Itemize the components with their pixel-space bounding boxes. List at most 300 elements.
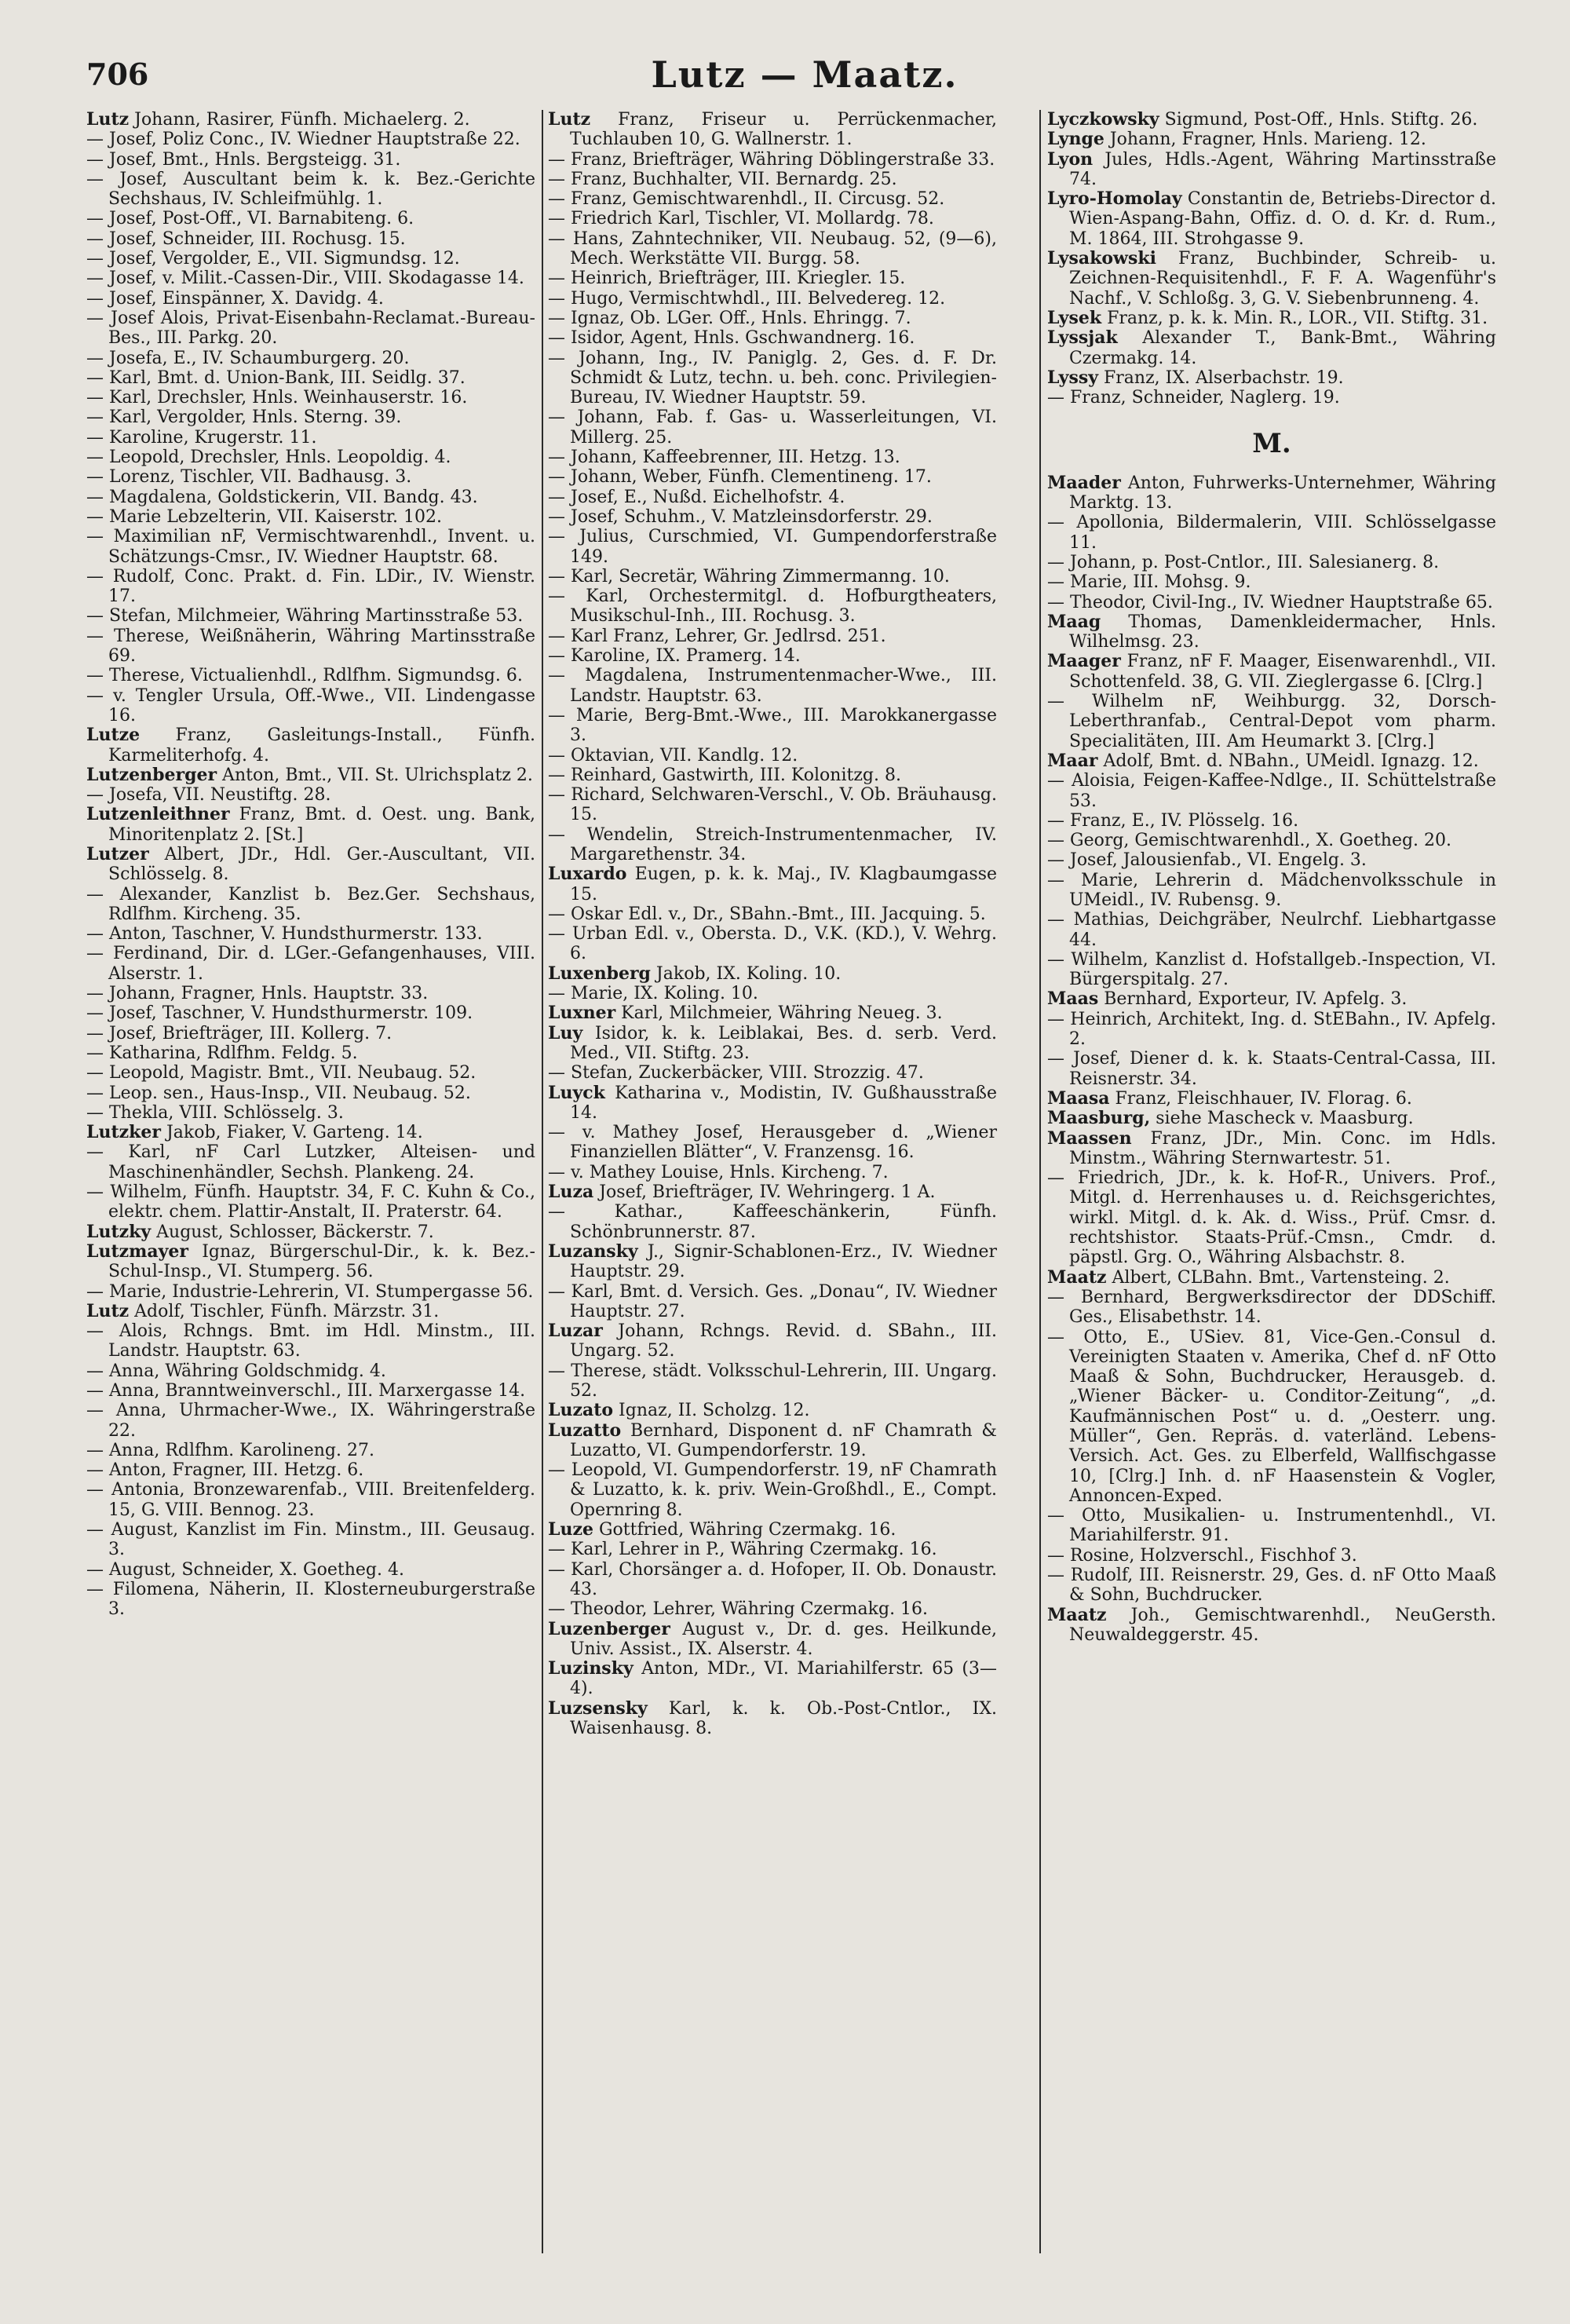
entry-text: Bernhard, Exporteur, IV. Apfelg. 3. bbox=[1098, 989, 1408, 1010]
entry-text: Thomas, Damenkleidermacher, Hnls. Wilhelmsg. 23. bbox=[1069, 612, 1496, 652]
entry-text: — Josef, Taschner, V. Hundsthurmerstr. 109. bbox=[86, 1003, 473, 1024]
directory-entry bbox=[86, 1401, 535, 1441]
directory-entry bbox=[1047, 388, 1496, 407]
entry-text: Ignaz, II. Scholzg. 12. bbox=[613, 1401, 810, 1421]
entry-text: Franz, Gasleitungs-Install., Fünfh. Karmeliterhofg. 4. bbox=[108, 725, 535, 766]
entry-surname: Luzenberger bbox=[548, 1618, 670, 1639]
entry-text: — Karl, Orchestermitgl. d. Hofburgtheaters, Musikschul-Inh., III. Rochusg. 3. bbox=[548, 586, 997, 627]
directory-entry bbox=[86, 1063, 535, 1083]
directory-entry bbox=[1047, 1129, 1496, 1169]
entry-text: Franz, Friseur u. Perrückenmacher, Tuchlauben 10, G. Wallnerstr. 1. bbox=[570, 110, 997, 150]
directory-entry bbox=[548, 646, 997, 666]
entry-surname: Lutzer bbox=[86, 843, 149, 864]
entry-text: Adolf, Tischler, Fünfh. Märzstr. 31. bbox=[129, 1301, 440, 1321]
directory-entry bbox=[548, 1024, 997, 1064]
section-letter: M. bbox=[1252, 428, 1291, 460]
entry-text: — Karl, Bmt. d. Versich. Ges. „Donau“, IV. Wiedner Hauptstr. 27. bbox=[548, 1281, 997, 1321]
directory-entry bbox=[548, 706, 997, 746]
entry-surname: Lynge bbox=[1047, 129, 1104, 150]
entry-text: Bernhard, Disponent d. nF Chamrath & Luzatto, VI. Gumpendorferstr. 19. bbox=[570, 1420, 997, 1460]
directory-entry bbox=[548, 825, 997, 865]
entry-text: — Hugo, Vermischtwhdl., III. Belvedereg. 12. bbox=[548, 288, 946, 309]
entry-text: Johann, Rasirer, Fünfh. Michaelerg. 2. bbox=[129, 110, 470, 130]
entry-text: — Heinrich, Architekt, Ing. d. StEBahn., IV. Apfelg. 2. bbox=[1047, 1009, 1496, 1050]
directory-entry bbox=[1047, 150, 1496, 190]
directory-entry bbox=[548, 904, 997, 924]
entry-text: Anton, Bmt., VII. St. Ulrichsplatz 2. bbox=[217, 765, 533, 785]
directory-entry bbox=[548, 448, 997, 467]
entry-text: — Kathar., Kaffeeschänkerin, Fünfh. Schönbrunnerstr. 87. bbox=[548, 1202, 997, 1242]
column-divider bbox=[1039, 110, 1041, 2253]
entry-text: — Marie, IX. Koling. 10. bbox=[548, 984, 758, 1004]
directory-entry bbox=[1047, 1168, 1496, 1267]
entry-text: — Karl, Bmt. d. Union-Bank, III. Seidlg. 37. bbox=[86, 367, 466, 388]
entry-text: Albert, CLBahn. Bmt., Vartensteing. 2. bbox=[1106, 1267, 1450, 1288]
entry-text: Alexander T., Bank-Bmt., Währing Czermakg. 14. bbox=[1069, 328, 1496, 368]
directory-entry bbox=[548, 110, 997, 150]
entry-surname: Luzinsky bbox=[548, 1658, 633, 1679]
directory-entry bbox=[1047, 1328, 1496, 1507]
directory-entry bbox=[86, 309, 535, 349]
directory-entry bbox=[1047, 850, 1496, 870]
directory-entry bbox=[1047, 811, 1496, 831]
entry-text: — Magdalena, Goldstickerin, VII. Bandg. 43. bbox=[86, 487, 478, 507]
directory-entry bbox=[548, 1520, 997, 1540]
directory-entry bbox=[548, 209, 997, 228]
directory-entry bbox=[548, 150, 997, 170]
directory-entry bbox=[548, 864, 997, 904]
directory-entry bbox=[86, 1361, 535, 1381]
entry-text: Karl, k. k. Ob.-Post-Cntlor., IX. Waisenhausg. 8. bbox=[570, 1698, 997, 1739]
directory-entry bbox=[1047, 1010, 1496, 1050]
entry-text: — August, Kanzlist im Fin. Minstm., III. Geusaug. 3. bbox=[86, 1520, 535, 1560]
directory-entry bbox=[86, 527, 535, 567]
entry-text: — Georg, Gemischtwarenhdl., X. Goetheg. 20. bbox=[1047, 831, 1452, 851]
directory-entry bbox=[86, 606, 535, 626]
directory-entry bbox=[86, 984, 535, 1003]
directory-entry bbox=[1047, 1109, 1496, 1128]
directory-entry bbox=[86, 1024, 535, 1043]
entry-text: — Aloisia, Feigen-Kaffee-Ndlge., II. Schüttelstraße 53. bbox=[1047, 771, 1496, 811]
entry-text: — Karl, Secretär, Währing Zimmermanng. 10. bbox=[548, 566, 950, 586]
directory-entry bbox=[548, 1361, 997, 1401]
directory-entry bbox=[548, 1540, 997, 1559]
directory-entry bbox=[548, 269, 997, 288]
entry-surname: Luxner bbox=[548, 1003, 616, 1024]
directory-entry bbox=[548, 1202, 997, 1242]
entry-text: Katharina v., Modistin, IV. Gußhausstraße 14. bbox=[570, 1083, 997, 1123]
entry-text: — Theodor, Lehrer, Währing Czermakg. 16. bbox=[548, 1599, 929, 1620]
entry-text: — Johann, Weber, Fünfh. Clementineng. 17. bbox=[548, 467, 932, 488]
entry-surname: Maasa bbox=[1047, 1087, 1110, 1109]
directory-entry bbox=[1047, 831, 1496, 850]
directory-entry bbox=[86, 1003, 535, 1023]
entry-surname: Luzatto bbox=[548, 1420, 622, 1441]
directory-entry bbox=[86, 170, 535, 210]
entry-text: — Anna, Rdlfhm. Karolineng. 27. bbox=[86, 1440, 374, 1460]
entry-text: — Franz, Buchhalter, VII. Bernardg. 25. bbox=[548, 169, 897, 189]
entry-text: Joh., Gemischtwarenhdl., NeuGersth. Neuwaldeggerstr. 45. bbox=[1069, 1605, 1496, 1645]
directory-entry bbox=[548, 507, 997, 527]
directory-entry bbox=[86, 567, 535, 607]
entry-text: — Josef, Poliz Conc., IV. Wiedner Hauptstraße 22. bbox=[86, 130, 520, 150]
directory-entry bbox=[86, 627, 535, 667]
entry-surname: Luxenberg bbox=[548, 963, 651, 984]
column-2 bbox=[548, 110, 997, 1738]
entry-text: — Anna, Branntweinverschl., III. Marxergasse 14. bbox=[86, 1381, 526, 1401]
directory-entry bbox=[548, 407, 997, 448]
entry-text: Sigmund, Post-Off., Hnls. Stiftg. 26. bbox=[1159, 110, 1478, 130]
entry-surname: Maag bbox=[1047, 611, 1101, 632]
entry-surname: Luze bbox=[548, 1519, 593, 1540]
entry-text: — Anton, Taschner, V. Hundsthurmerstr. 133. bbox=[86, 924, 483, 945]
entry-text: August v., Dr. d. ges. Heilkunde, Univ. Assist., IX. Alserstr. 4. bbox=[570, 1619, 997, 1659]
directory-entry bbox=[86, 269, 535, 288]
entry-text: — Lorenz, Tischler, VII. Badhausg. 3. bbox=[86, 467, 412, 488]
directory-entry bbox=[1047, 652, 1496, 692]
entry-text: — Leop. sen., Haus-Insp., VII. Neubaug. 52. bbox=[86, 1083, 471, 1103]
directory-entry bbox=[548, 229, 997, 269]
directory-entry bbox=[86, 686, 535, 726]
entry-text: — Leopold, VI. Gumpendorferstr. 19, nF Chamrath & Luzatto, k. k. priv. Wein-Großhdl., E., Compt. Opernring 8. bbox=[548, 1460, 997, 1520]
entry-text: Franz, Bmt. d. Oest. ung. Bank, Minoritenplatz 2. [St.] bbox=[108, 805, 535, 845]
directory-entry bbox=[86, 1282, 535, 1302]
directory-entry bbox=[86, 1520, 535, 1560]
directory-entry bbox=[548, 785, 997, 825]
entry-text: — Josef, E., Nußd. Eichelhofstr. 4. bbox=[548, 487, 845, 507]
entry-text: — August, Schneider, X. Goetheg. 4. bbox=[86, 1559, 404, 1580]
entry-text: — Rosine, Holzverschl., Fischhof 3. bbox=[1047, 1545, 1357, 1566]
directory-entry bbox=[548, 289, 997, 309]
entry-text: Jakob, IX. Koling. 10. bbox=[650, 963, 842, 984]
entry-text: — Ferdinand, Dir. d. LGer.-Gefangenhauses, VIII. Alserstr. 1. bbox=[86, 944, 535, 984]
entry-text: — Julius, Curschmied, VI. Gumpendorferstraße 149. bbox=[548, 527, 997, 567]
entry-text: — Josef, Post-Off., VI. Barnabiteng. 6. bbox=[86, 209, 414, 229]
entry-text: — Karl, nF Carl Lutzker, Alteisen- und Maschinenhändler, Sechsh. Plankeng. 24. bbox=[86, 1142, 535, 1182]
entry-text: — Anna, Uhrmacher-Wwe., IX. Währingerstraße 22. bbox=[86, 1401, 535, 1441]
directory-entry bbox=[548, 964, 997, 984]
directory-entry bbox=[548, 309, 997, 328]
entry-text: — Therese, städt. Volksschul-Lehrerin, III. Ungarg. 52. bbox=[548, 1361, 997, 1401]
entry-text: — Stefan, Milchmeier, Währing Martinsstraße 53. bbox=[86, 606, 524, 627]
directory-entry bbox=[1047, 1506, 1496, 1546]
directory-entry bbox=[548, 1460, 997, 1520]
entry-text: — Anton, Fragner, III. Hetzg. 6. bbox=[86, 1460, 364, 1481]
entry-text: — Antonia, Bronzewarenfab., VIII. Breitenfelderg. 15, G. VIII. Bennog. 23. bbox=[86, 1480, 535, 1520]
directory-entry bbox=[548, 1282, 997, 1322]
directory-entry bbox=[548, 984, 997, 1003]
entry-text: Franz, IX. Alserbachstr. 19. bbox=[1098, 367, 1344, 388]
directory-entry bbox=[1047, 612, 1496, 652]
directory-entry bbox=[548, 1063, 997, 1083]
entry-surname: Maager bbox=[1047, 651, 1121, 672]
entry-text: — Karl, Drechsler, Hnls. Weinhauserstr. 16. bbox=[86, 388, 468, 408]
directory-entry bbox=[86, 388, 535, 407]
entry-text: — Wilhelm nF, Weihburgg. 32, Dorsch-Leberthranfab., Central-Depot vom pharm. Specialitäten, III. Am Heumarkt 3. [Clrg.] bbox=[1047, 692, 1496, 751]
entry-text: Franz, Fleischhauer, IV. Florag. 6. bbox=[1109, 1088, 1412, 1109]
entry-text: — Otto, Musikalien- u. Instrumentenhdl., VI. Mariahilferstr. 91. bbox=[1047, 1506, 1496, 1546]
entry-text: — Karoline, IX. Pramerg. 14. bbox=[548, 646, 801, 667]
entry-text: — Josef, Jalousienfab., VI. Engelg. 3. bbox=[1047, 850, 1367, 871]
entry-surname: Lutzenberger bbox=[86, 764, 217, 785]
entry-text: — Josef, Briefträger, III. Kollerg. 7. bbox=[86, 1023, 392, 1043]
directory-entry bbox=[548, 1003, 997, 1023]
entry-text: — Maximilian nF, Vermischtwarenhdl., Invent. u. Schätzungs-Cmsr., IV. Wiedner Hauptstr. 68. bbox=[86, 527, 535, 567]
directory-entry bbox=[86, 885, 535, 925]
directory-entry bbox=[86, 1321, 535, 1361]
entry-text: — Karl, Lehrer in P., Währing Czermakg. 16. bbox=[548, 1540, 937, 1560]
directory-entry bbox=[86, 805, 535, 845]
entry-text: — Josef, Auscultant beim k. k. Bez.-Gerichte Sechshaus, IV. Schleifmühlg. 1. bbox=[86, 169, 535, 210]
entry-surname: Luza bbox=[548, 1182, 594, 1203]
directory-entry bbox=[86, 1302, 535, 1321]
entry-text: Franz, p. k. k. Min. R., LOR., VII. Stiftg. 31. bbox=[1101, 308, 1488, 328]
directory-entry bbox=[548, 1599, 997, 1619]
entry-text: — Filomena, Näherin, II. Klosterneuburgerstraße 3. bbox=[86, 1579, 535, 1620]
directory-entry bbox=[86, 766, 535, 785]
entry-text: — Friedrich Karl, Tischler, VI. Mollardg. 78. bbox=[548, 209, 934, 229]
entry-surname: Lutzky bbox=[86, 1221, 152, 1242]
directory-entry bbox=[1047, 1566, 1496, 1606]
directory-entry bbox=[548, 527, 997, 567]
entry-text: Jakob, Fiaker, V. Garteng. 14. bbox=[160, 1123, 423, 1143]
entry-text: — Johann, Kaffeebrenner, III. Hetzg. 13. bbox=[548, 448, 900, 468]
entry-text: — Anna, Währing Goldschmidg. 4. bbox=[86, 1361, 386, 1381]
entry-surname: Maar bbox=[1047, 750, 1098, 771]
entry-text: — Magdalena, Instrumentenmacher-Wwe., III. Landstr. Hauptstr. 63. bbox=[548, 666, 997, 706]
directory-entry bbox=[548, 1321, 997, 1361]
entry-text: Franz, JDr., Min. Conc. im Hdls. Minstm., Währing Sternwartestr. 51. bbox=[1069, 1128, 1496, 1168]
entry-text: — Franz, Briefträger, Währing Döblingerstraße 33. bbox=[548, 149, 995, 170]
entry-text: — Johann, Ing., IV. Paniglg. 2, Ges. d. F. Dr. Schmidt & Lutz, techn. u. beh. conc. Privilegien-Bureau, IV. Wiedner Hauptstr. 59. bbox=[548, 348, 997, 408]
directory-entry bbox=[1047, 1546, 1496, 1566]
entry-text: — Marie, Industrie-Lehrerin, VI. Stumpergasse 56. bbox=[86, 1281, 534, 1302]
directory-entry bbox=[86, 130, 535, 149]
entry-text: — Oktavian, VII. Kandlg. 12. bbox=[548, 745, 798, 766]
entry-surname: Luzansky bbox=[548, 1241, 638, 1262]
entry-text: — Karoline, Krugerstr. 11. bbox=[86, 427, 317, 448]
entry-text: — Josef, Einspänner, X. Davidg. 4. bbox=[86, 288, 384, 309]
entry-surname: Maassen bbox=[1047, 1127, 1132, 1149]
entry-text: — Karl Franz, Lehrer, Gr. Jedlrsd. 251. bbox=[548, 626, 886, 646]
directory-entry bbox=[86, 467, 535, 487]
entry-text: — Marie, III. Mohsg. 9. bbox=[1047, 572, 1251, 593]
directory-entry bbox=[86, 428, 535, 448]
entry-text: — Marie, Lehrerin d. Mädchenvolksschule in UMeidl., IV. Rubensg. 9. bbox=[1047, 870, 1496, 910]
entry-surname: Luzsensky bbox=[548, 1697, 648, 1719]
entry-surname: Luzato bbox=[548, 1400, 614, 1421]
directory-entry bbox=[86, 666, 535, 685]
entry-text: — Karl, Vergolder, Hnls. Sterng. 39. bbox=[86, 407, 402, 428]
directory-entry bbox=[1047, 751, 1496, 771]
entry-surname: Lutzenleithner bbox=[86, 804, 230, 825]
entry-text: Karl, Milchmeier, Währing Neueg. 3. bbox=[615, 1003, 943, 1024]
directory-entry bbox=[86, 229, 535, 249]
entry-text: — Josef, Schuhm., V. Matzleinsdorferstr. 29. bbox=[548, 506, 933, 527]
directory-entry bbox=[548, 627, 997, 646]
entry-text: — Wilhelm, Kanzlist d. Hofstallgeb.-Inspection, VI. Bürgerspitalg. 27. bbox=[1047, 949, 1496, 990]
directory-entry bbox=[548, 567, 997, 586]
entry-text: Ignaz, Bürgerschul-Dir., k. k. Bez.-Schul-Insp., VI. Stumperg. 56. bbox=[108, 1241, 535, 1282]
entry-surname: Lutz bbox=[86, 109, 130, 130]
running-title: Lutz — Maatz. bbox=[651, 53, 958, 96]
directory-entry bbox=[548, 1421, 997, 1461]
entry-surname: Luy bbox=[548, 1022, 583, 1043]
directory-entry bbox=[86, 349, 535, 368]
directory-entry bbox=[548, 1699, 997, 1739]
directory-entry bbox=[548, 1123, 997, 1163]
entry-text: — Josef, Vergolder, E., VII. Sigmundsg. 12. bbox=[86, 249, 460, 269]
column-3 bbox=[1047, 110, 1496, 1645]
entry-text: — Mathias, Deichgräber, Neulrchf. Liebhartgasse 44. bbox=[1047, 910, 1496, 950]
entry-surname: Lutzker bbox=[86, 1122, 161, 1143]
entry-text: — Johann, Fab. f. Gas- u. Wasserleitungen, VI. Millerg. 25. bbox=[548, 407, 997, 448]
directory-entry bbox=[1047, 309, 1496, 328]
directory-entry bbox=[86, 1123, 535, 1142]
entry-text: — v. Mathey Louise, Hnls. Kircheng. 7. bbox=[548, 1162, 889, 1182]
directory-entry bbox=[1047, 1606, 1496, 1646]
entry-text: Gottfried, Währing Czermakg. 16. bbox=[593, 1520, 896, 1540]
entry-text: — Otto, E., USiev. 81, Vice-Gen.-Consul d. Vereinigten Staaten v. Amerika, Chef d. nF Otto Maaß & Sohn, Buchdrucker, Herausgeb. d. „Wiener Bäcker- u. Conditor-Zeitung“, „d. Kaufmännischen Post“ u. d. „Oesterr. ung. Müller“, Gen. Repräs. d. vaterländ. Lebens-Versich. Act. Ges. zu Elberfeld, Wallfischgasse 10, [Clrg.] Inh. d. nF Haasenstein & Vogler, Annoncen-Exped. bbox=[1047, 1327, 1496, 1506]
entry-surname: Luxardo bbox=[548, 864, 627, 885]
entry-text: Jules, Hdls.-Agent, Währing Martinsstraße 74. bbox=[1069, 149, 1496, 189]
entry-text: Albert, JDr., Hdl. Ger.-Auscultant, VII. Schlösselg. 8. bbox=[108, 844, 535, 885]
entry-text: — Josefa, E., IV. Schaumburgerg. 20. bbox=[86, 348, 410, 368]
entry-text: — Friedrich, JDr., k. k. Hof-R., Univers. Prof., Mitgl. d. Herrenhauses u. d. Reichsgerichtes, wirkl. Mitgl. d. k. Ak. d. Wiss., Prüf. Cmsr. d. rechtshistor. Staats-Prüf.-Cmsn., Cmdr. d. päpstl. Grg. O., Währing Alsbachstr. 8. bbox=[1047, 1168, 1496, 1268]
entry-surname: Maasburg, bbox=[1047, 1108, 1151, 1129]
entry-surname: Maatz bbox=[1047, 1266, 1107, 1288]
entry-text: Franz, nF F. Maager, Eisenwarenhdl., VII. Schottenfeld. 38, G. VII. Zieglergasse 6. [Clrg.] bbox=[1069, 652, 1496, 692]
directory-entry bbox=[548, 328, 997, 348]
directory-entry bbox=[86, 1381, 535, 1401]
directory-entry bbox=[548, 189, 997, 209]
directory-entry bbox=[86, 150, 535, 170]
directory-entry bbox=[1047, 871, 1496, 911]
directory-entry bbox=[86, 1480, 535, 1520]
entry-surname: Lyssjak bbox=[1047, 327, 1118, 349]
entry-text: — Hans, Zahntechniker, VII. Neubaug. 52, (9—6), Mech. Werkstätte VII. Burgg. 58. bbox=[548, 228, 997, 269]
directory-entry bbox=[548, 170, 997, 189]
entry-text: Adolf, Bmt. d. NBahn., UMeidl. Ignazg. 12. bbox=[1097, 751, 1479, 771]
entry-text: — Therese, Victualienhdl., Rdlfhm. Sigmundsg. 6. bbox=[86, 666, 523, 686]
directory-entry bbox=[86, 368, 535, 388]
directory-entry bbox=[86, 1182, 535, 1222]
entry-text: — Franz, Schneider, Naglerg. 19. bbox=[1047, 388, 1340, 408]
directory-entry bbox=[1047, 593, 1496, 612]
directory-entry bbox=[86, 1103, 535, 1123]
entry-surname: Maas bbox=[1047, 988, 1099, 1010]
directory-entry bbox=[86, 448, 535, 467]
directory-entry bbox=[1047, 110, 1496, 130]
directory-entry bbox=[86, 110, 535, 130]
directory-entry bbox=[1047, 1089, 1496, 1109]
directory-entry bbox=[86, 249, 535, 269]
entry-text: Josef, Briefträger, IV. Wehringerg. 1 A. bbox=[593, 1182, 936, 1203]
entry-text: — Franz, Gemischtwarenhdl., II. Circusg. 52. bbox=[548, 189, 945, 210]
directory-entry bbox=[1047, 368, 1496, 388]
entry-text: — Ignaz, Ob. LGer. Off., Hnls. Ehringg. 7. bbox=[548, 308, 911, 328]
directory-entry bbox=[86, 289, 535, 309]
entry-text: siehe Mascheck v. Maasburg. bbox=[1150, 1109, 1414, 1129]
directory-entry bbox=[1047, 130, 1496, 149]
entry-text: Anton, Fuhrwerks-Unternehmer, Währing Marktg. 13. bbox=[1069, 473, 1496, 513]
directory-entry bbox=[548, 666, 997, 706]
directory-entry bbox=[86, 1142, 535, 1182]
entry-text: — Rudolf, Conc. Prakt. d. Fin. LDir., IV. Wienstr. 17. bbox=[86, 566, 535, 607]
entry-text: — Karl, Chorsänger a. d. Hofoper, II. Ob. Donaustr. 43. bbox=[548, 1559, 997, 1599]
directory-entry bbox=[548, 1620, 997, 1660]
entry-text: — Apollonia, Bildermalerin, VIII. Schlösselgasse 11. bbox=[1047, 513, 1496, 553]
entry-surname: Lyro-Homolay bbox=[1047, 188, 1182, 210]
entry-surname: Lutze bbox=[86, 725, 141, 746]
directory-entry bbox=[86, 845, 535, 885]
entry-text: — Reinhard, Gastwirth, III. Kolonitzg. 8. bbox=[548, 765, 901, 785]
entry-surname: Lutz bbox=[86, 1300, 130, 1321]
directory-entry bbox=[548, 586, 997, 627]
directory-entry bbox=[548, 924, 997, 964]
entry-text: — Theodor, Civil-Ing., IV. Wiedner Hauptstraße 65. bbox=[1047, 592, 1493, 612]
entry-surname: Luzar bbox=[548, 1321, 603, 1342]
entry-text: — Oskar Edl. v., Dr., SBahn.-Bmt., III. Jacquing. 5. bbox=[548, 904, 986, 924]
entry-text: — v. Mathey Josef, Herausgeber d. „Wiener Finanziellen Blätter“, V. Franzensg. 16. bbox=[548, 1123, 997, 1163]
entry-surname: Lysek bbox=[1047, 307, 1102, 328]
entry-surname: Luyck bbox=[548, 1082, 605, 1103]
entry-text: — Marie, Berg-Bmt.-Wwe., III. Marokkanergasse 3. bbox=[548, 705, 997, 746]
directory-entry bbox=[548, 467, 997, 487]
entry-text: — Alois, Rchngs. Bmt. im Hdl. Minstm., III. Landstr. Hauptstr. 63. bbox=[86, 1321, 535, 1361]
entry-text: — Josefa, VII. Neustiftg. 28. bbox=[86, 785, 331, 806]
directory-entry bbox=[1047, 572, 1496, 592]
directory-entry bbox=[548, 1182, 997, 1202]
entry-text: — Josef Alois, Privat-Eisenbahn-Reclamat.-Bureau-Bes., III. Parkg. 20. bbox=[86, 308, 535, 349]
directory-entry bbox=[548, 766, 997, 785]
directory-entry bbox=[1047, 513, 1496, 553]
directory-entry bbox=[548, 1163, 997, 1182]
entry-text: — v. Tengler Ursula, Off.-Wwe., VII. Lindengasse 16. bbox=[86, 685, 535, 725]
directory-entry bbox=[1047, 189, 1496, 249]
entry-text: — Isidor, Agent, Hnls. Gschwandnerg. 16. bbox=[548, 328, 915, 349]
entry-text: Constantin de, Betriebs-Director d. Wien-Aspang-Bahn, Offiz. d. O. d. Kr. d. Rum., M. 1864, III. Strohgasse 9. bbox=[1069, 189, 1496, 249]
entry-surname: Lyon bbox=[1047, 148, 1094, 170]
entry-surname: Lysakowski bbox=[1047, 248, 1156, 269]
directory-entry bbox=[548, 488, 997, 507]
directory-entry bbox=[86, 1560, 535, 1580]
entry-text: — Josef, Diener d. k. k. Staats-Central-Cassa, III. Reisnerstr. 34. bbox=[1047, 1049, 1496, 1089]
entry-surname: Maatz bbox=[1047, 1604, 1107, 1625]
column-1 bbox=[86, 110, 535, 1620]
entry-text: Johann, Fragner, Hnls. Marieng. 12. bbox=[1104, 130, 1426, 150]
entry-text: — Wilhelm, Fünfh. Hauptstr. 34, F. C. Kuhn & Co., elektr. chem. Plattir-Anstalt, II. Praterstr. 64. bbox=[86, 1182, 535, 1222]
entry-text: Johann, Rchngs. Revid. d. SBahn., III. Ungarg. 52. bbox=[570, 1321, 997, 1361]
directory-entry bbox=[1047, 950, 1496, 990]
entry-text: — Therese, Weißnäherin, Währing Martinsstraße 69. bbox=[86, 626, 535, 667]
entry-text: — Heinrich, Briefträger, III. Kriegler. 15. bbox=[548, 269, 906, 289]
entry-text: — Katharina, Rdlfhm. Feldg. 5. bbox=[86, 1043, 358, 1063]
entry-surname: Lutz bbox=[548, 109, 591, 130]
directory-entry bbox=[86, 209, 535, 228]
entry-text: — Richard, Selchwaren-Verschl., V. Ob. Bräuhausg. 15. bbox=[548, 785, 997, 825]
entry-surname: Lutzmayer bbox=[86, 1241, 189, 1262]
entry-text: — Stefan, Zuckerbäcker, VIII. Strozzig. 47. bbox=[548, 1063, 924, 1083]
page-header bbox=[86, 53, 1523, 108]
column-divider bbox=[542, 110, 543, 2253]
directory-entry bbox=[1047, 771, 1496, 811]
entry-text: J., Signir-Schablonen-Erz., IV. Wiedner Hauptstr. 29. bbox=[570, 1241, 997, 1282]
directory-entry bbox=[1047, 1049, 1496, 1089]
directory-entry bbox=[548, 1560, 997, 1600]
page-number: 706 bbox=[86, 57, 149, 92]
directory-entry bbox=[86, 1441, 535, 1460]
